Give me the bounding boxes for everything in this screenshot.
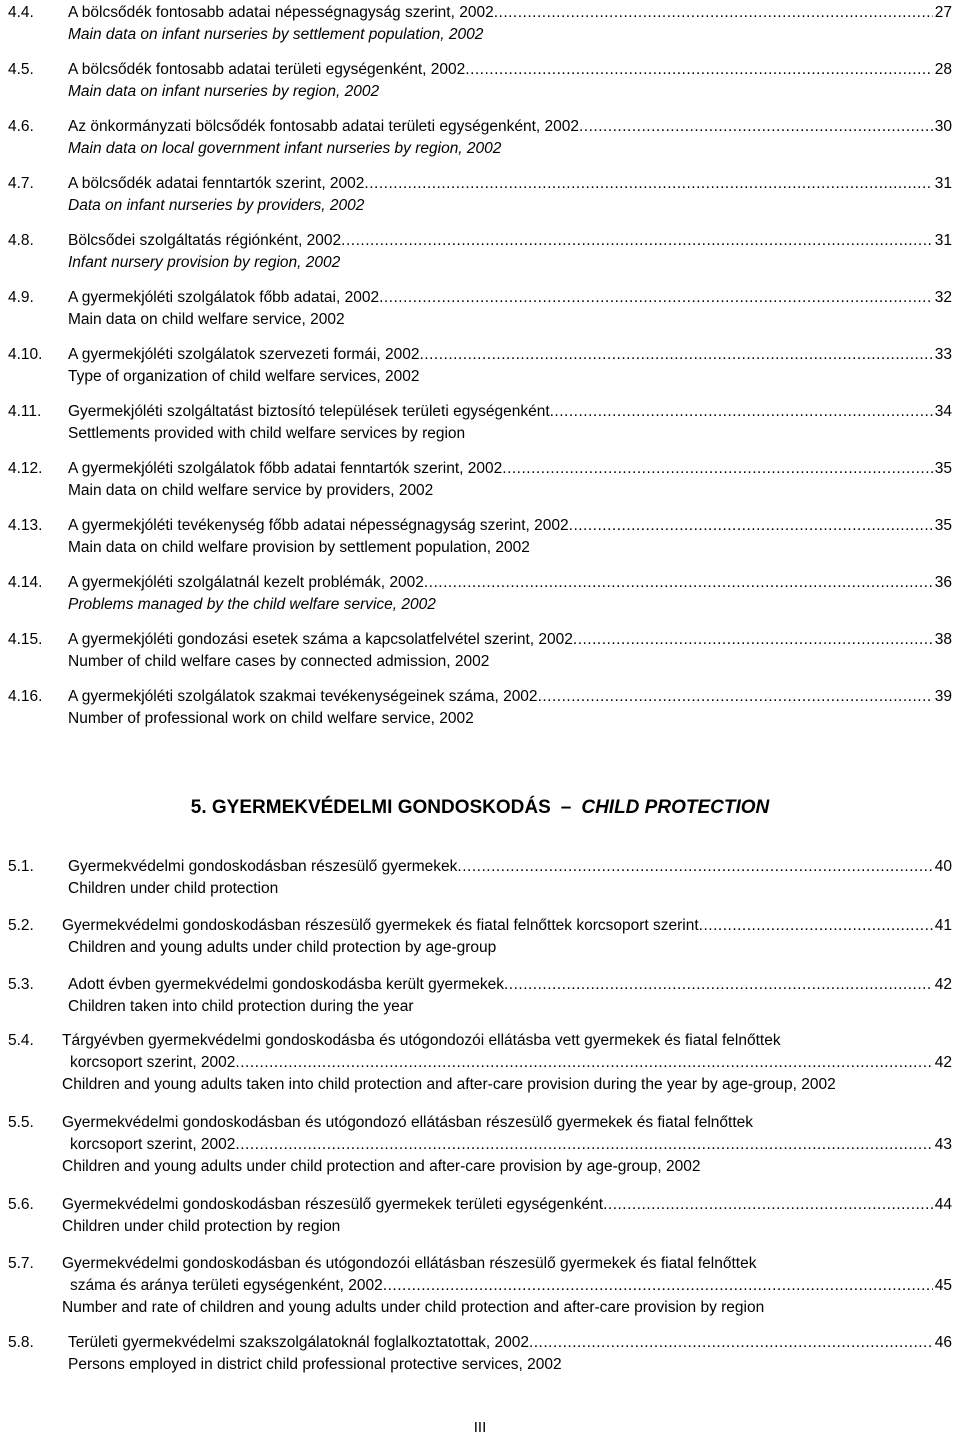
toc-entry-number: 5.1. (8, 858, 34, 875)
dot-leader (457, 856, 932, 878)
toc-entry-4-10[interactable] (0, 344, 960, 388)
toc-entry-number: 4.7. (8, 175, 34, 192)
dot-leader (383, 1275, 933, 1297)
dot-leader (573, 629, 933, 651)
toc-entry-page: 39 (934, 688, 952, 705)
toc-entry-4-7[interactable] (0, 173, 960, 217)
toc-entry-number: 5.5. (8, 1114, 34, 1131)
toc-entry-title-hu: A gyermekjóléti szolgálatok főbb adatai, 2002 (68, 287, 379, 309)
toc-entry-5-5[interactable] (0, 1112, 960, 1178)
dot-leader (502, 458, 932, 480)
toc-entry-title-en: Main data on infant nurseries by settlement population, 2002 (68, 26, 484, 43)
toc-entry-number: 4.5. (8, 61, 34, 78)
toc-entry-number: 5.7. (8, 1255, 34, 1272)
toc-entry-number: 4.16. (8, 688, 43, 705)
toc-entry-title-hu-cont: korcsoport szerint, 2002 (70, 1134, 235, 1156)
toc-entry-page: 35 (934, 517, 952, 534)
toc-entry-number: 4.11. (8, 403, 42, 420)
toc-entry-4-13[interactable] (0, 515, 960, 559)
toc-entry-title-en: Children taken into child protection during the year (68, 998, 414, 1015)
toc-entry-title-en: Children and young adults under child protection and after-care provision by age-group, 2002 (62, 1158, 701, 1175)
toc-entry-page: 38 (934, 631, 952, 648)
toc-entry-4-16[interactable] (0, 686, 960, 730)
toc-entry-5-3[interactable] (0, 974, 960, 1018)
toc-entry-4-11[interactable] (0, 401, 960, 445)
toc-entry-page: 45 (934, 1277, 952, 1294)
toc-entry-title-hu: Területi gyermekvédelmi szakszolgálatoknál foglalkoztatottak, 2002 (68, 1332, 529, 1354)
toc-entry-5-8[interactable] (0, 1332, 960, 1376)
toc-entry-title-hu: A bölcsődék fontosabb adatai népességnagyság szerint, 2002 (68, 2, 494, 24)
toc-entry-number: 4.4. (8, 4, 34, 21)
toc-entry-number: 4.8. (8, 232, 34, 249)
toc-entry-page: 31 (934, 175, 952, 192)
toc-entry-number: 4.6. (8, 118, 34, 135)
toc-entry-4-12[interactable] (0, 458, 960, 502)
toc-entry-page: 31 (934, 232, 952, 249)
toc-entry-number: 5.6. (8, 1196, 34, 1213)
page-number: III (473, 1419, 487, 1436)
toc-entry-title-en: Children under child protection by region (62, 1218, 341, 1235)
toc-entry-number: 4.12. (8, 460, 43, 477)
toc-entry-title-hu: Gyermekvédelmi gondoskodásban részesülő gyermekek és fiatal felnőttek korcsoport szerint (62, 915, 699, 937)
toc-entry-title-en: Persons employed in district child professional protective services, 2002 (68, 1356, 562, 1373)
dot-leader (569, 515, 933, 537)
toc-entry-page: 46 (934, 1334, 952, 1351)
dot-leader (538, 686, 933, 708)
toc-entry-page: 43 (934, 1136, 952, 1153)
toc-entry-number: 4.13. (8, 517, 43, 534)
dot-leader (529, 1332, 933, 1354)
toc-entry-title-en: Problems managed by the child welfare service, 2002 (68, 596, 436, 613)
toc-entry-number: 4.15. (8, 631, 43, 648)
toc-entry-page: 40 (934, 858, 952, 875)
toc-entry-title-hu: A gyermekjóléti tevékenység főbb adatai népességnagyság szerint, 2002 (68, 515, 569, 537)
toc-entry-title-en: Main data on infant nurseries by region, 2002 (68, 83, 380, 100)
toc-entry-title-en: Number and rate of children and young adults under child protection and after-care provision by region (62, 1299, 765, 1316)
section-heading (0, 794, 960, 822)
toc-entry-number: 5.4. (8, 1032, 34, 1049)
toc-entry-title-en: Children under child protection (68, 880, 279, 897)
toc-entry-page: 35 (934, 460, 952, 477)
dot-leader (504, 974, 933, 996)
toc-entry-page: 42 (934, 976, 952, 993)
dot-leader (699, 915, 933, 937)
toc-entry-title-en: Children and young adults taken into child protection and after-care provision during the year by age-group, 2002 (62, 1076, 836, 1093)
toc-entry-title-hu: A bölcsődék adatai fenntartók szerint, 2002 (68, 173, 364, 195)
toc-entry-title-hu: Tárgyévben gyermekvédelmi gondoskodásba és utógondozói ellátásba vett gyermekek és fiatal felnőttek (62, 1032, 781, 1049)
toc-entry-4-9[interactable] (0, 287, 960, 331)
toc-entry-page: 27 (934, 4, 952, 21)
toc-entry-title-en: Main data on child welfare provision by settlement population, 2002 (68, 539, 530, 556)
dot-leader (364, 173, 932, 195)
toc-entry-4-4[interactable] (0, 2, 960, 46)
toc-entry-number: 5.2. (8, 917, 34, 934)
toc-entry-title-hu: Az önkormányzati bölcsődék fontosabb adatai területi egységenként, 2002 (68, 116, 579, 138)
toc-entry-4-15[interactable] (0, 629, 960, 673)
toc-entry-number: 4.14. (8, 574, 43, 591)
dot-leader (494, 2, 933, 24)
toc-entry-title-hu: Gyermekvédelmi gondoskodásban részesülő gyermekek területi egységenként (62, 1194, 603, 1216)
toc-entry-title-hu: A gyermekjóléti szolgálatok szakmai tevékenységeinek száma, 2002 (68, 686, 538, 708)
toc-entry-title-en: Main data on local government infant nurseries by region, 2002 (68, 140, 502, 157)
toc-entry-title-en: Type of organization of child welfare services, 2002 (68, 368, 420, 385)
toc-entry-title-hu: A gyermekjóléti szolgálatok főbb adatai fenntartók szerint, 2002 (68, 458, 502, 480)
toc-entry-title-hu: Gyermekjóléti szolgáltatást biztosító települések területi egységenként (68, 401, 550, 423)
toc-entry-title-hu-cont: korcsoport szerint, 2002 (70, 1052, 235, 1074)
toc-entry-4-8[interactable] (0, 230, 960, 274)
dot-leader (579, 116, 933, 138)
toc-entry-title-en: Number of professional work on child welfare service, 2002 (68, 710, 474, 727)
toc-entry-title-hu: Gyermekvédelmi gondoskodásban és utógondozó ellátásban részesülő gyermekek és fiatal felnőttek (62, 1114, 754, 1131)
toc-entry-number: 5.8. (8, 1334, 34, 1351)
dot-leader (420, 344, 933, 366)
toc-entry-title-en: Main data on child welfare service, 2002 (68, 311, 345, 328)
toc-entry-5-1[interactable] (0, 856, 960, 900)
section-heading-hu: 5. GYERMEKVÉDELMI GONDOSKODÁS (190, 797, 551, 818)
toc-entry-5-6[interactable] (0, 1194, 960, 1238)
dot-leader (465, 59, 932, 81)
toc-entry-page: 28 (934, 61, 952, 78)
toc-entry-page: 44 (934, 1196, 952, 1213)
toc-entry-page: 32 (934, 289, 952, 306)
toc-entry-title-hu-cont: száma és aránya területi egységenként, 2002 (70, 1275, 383, 1297)
toc-entry-title-hu: Bölcsődei szolgáltatás régiónként, 2002 (68, 230, 341, 252)
toc-entry-title-hu: A gyermekjóléti gondozási esetek száma a kapcsolatfelvétel szerint, 2002 (68, 629, 573, 651)
toc-entry-title-hu: Gyermekvédelmi gondoskodásban és utógondozói ellátásban részesülő gyermekek és fiatal felnőttek (62, 1255, 757, 1272)
toc-entry-5-2[interactable] (0, 915, 960, 959)
toc-entry-page: 34 (934, 403, 952, 420)
toc-entry-number: 4.9. (8, 289, 34, 306)
toc-entry-page: 42 (934, 1054, 952, 1071)
dot-leader (235, 1052, 932, 1074)
dot-leader (550, 401, 933, 423)
section-heading-dash: – (560, 797, 572, 818)
toc-entry-title-en: Children and young adults under child protection by age-group (68, 939, 497, 956)
dot-leader (379, 287, 933, 309)
toc-entry-title-hu: A bölcsődék fontosabb adatai területi egységenként, 2002 (68, 59, 465, 81)
toc-entry-title-hu: Adott évben gyermekvédelmi gondoskodásba került gyermekek (68, 974, 504, 996)
toc-entry-title-en: Settlements provided with child welfare services by region (68, 425, 466, 442)
dot-leader (235, 1134, 932, 1156)
toc-entry-page: 41 (934, 917, 952, 934)
toc-entry-title-hu: Gyermekvédelmi gondoskodásban részesülő gyermekek (68, 856, 457, 878)
toc-entry-5-7[interactable] (0, 1253, 960, 1319)
toc-entry-title-en: Main data on child welfare service by providers, 2002 (68, 482, 434, 499)
toc-entry-title-en: Infant nursery provision by region, 2002 (68, 254, 341, 271)
toc-entry-page: 30 (934, 118, 952, 135)
toc-entry-4-5[interactable] (0, 59, 960, 103)
toc-entry-number: 4.10. (8, 346, 43, 363)
toc-entry-page: 33 (934, 346, 952, 363)
section-heading-en: CHILD PROTECTION (581, 797, 770, 818)
dot-leader (603, 1194, 933, 1216)
toc-entry-title-en: Number of child welfare cases by connected admission, 2002 (68, 653, 490, 670)
toc-entry-page: 36 (934, 574, 952, 591)
dot-leader (341, 230, 933, 252)
toc-entry-title-hu: A gyermekjóléti szolgálatnál kezelt problémák, 2002 (68, 572, 424, 594)
dot-leader (424, 572, 933, 594)
toc-entry-5-4[interactable] (0, 1030, 960, 1096)
toc-entry-4-14[interactable] (0, 572, 960, 616)
toc-entry-title-en: Data on infant nurseries by providers, 2002 (68, 197, 365, 214)
toc-entry-4-6[interactable] (0, 116, 960, 160)
toc-entry-title-hu: A gyermekjóléti szolgálatok szervezeti formái, 2002 (68, 344, 420, 366)
toc-entry-number: 5.3. (8, 976, 34, 993)
